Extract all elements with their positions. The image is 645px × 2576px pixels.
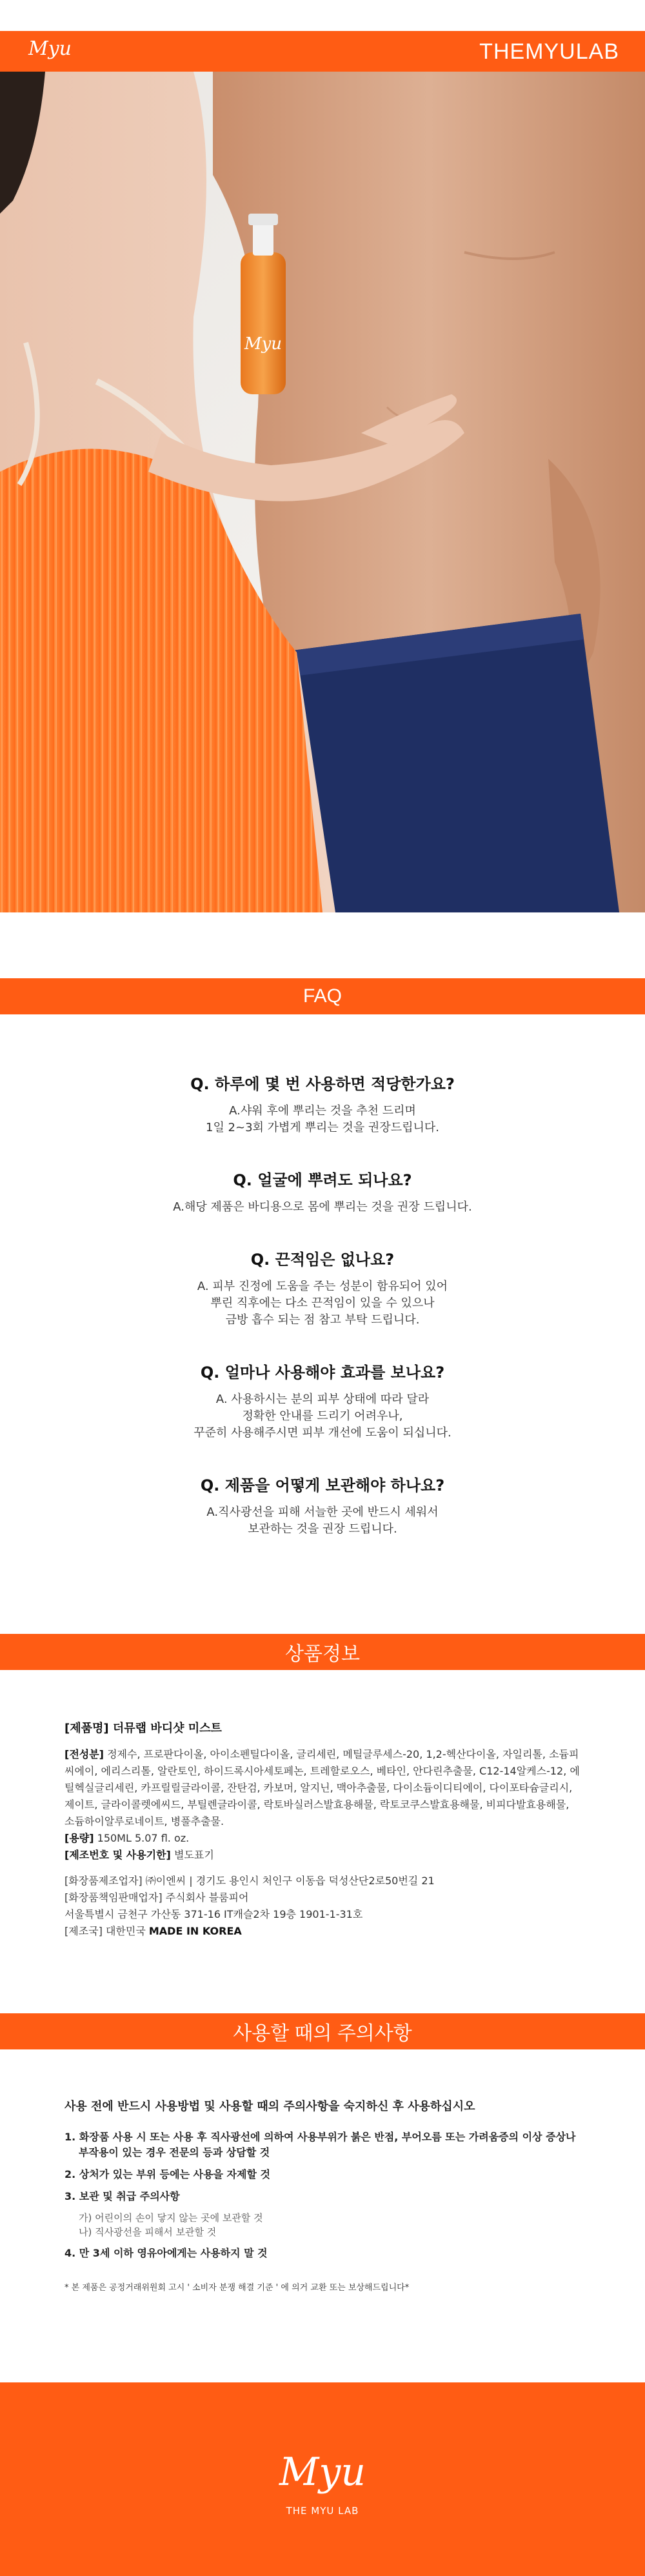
product-info-title: 상품정보 [285, 1644, 360, 1665]
faq-item [0, 1247, 645, 1329]
origin: 대한민국 [105, 1925, 146, 1937]
faq-title: FAQ [303, 985, 342, 1007]
seller-label: [화장품책임판매업자] [64, 1891, 163, 1904]
faq-question: Q. 얼마나 사용해야 효과를 보나요? [200, 1363, 445, 1382]
faq-item [0, 1360, 645, 1442]
faq-answer: A.샤워 후에 뿌리는 것을 추천 드리며 1일 2~3회 가볍게 뿌리는 것을 권장드립니다. [206, 1104, 439, 1134]
caution-item: 4. 만 3세 이하 영유아에게는 사용하지 말 것 [64, 2247, 268, 2259]
seller: 주식회사 블룸피어 [165, 1891, 249, 1904]
faq-header-bar [0, 978, 645, 1014]
caution-subitem: 가) 어린이의 손이 닿지 않는 곳에 보관할 것 [79, 2212, 263, 2224]
lot-row [64, 1847, 580, 1864]
product-name-label: [제품명] [64, 1722, 109, 1735]
ingredients-row [64, 1746, 580, 1830]
faq-answer: A.직사광선을 피해 서늘한 곳에 반드시 세워서 보관하는 것을 권장 드립니다. [206, 1505, 439, 1536]
product-name: 더뮤랩 바디샷 미스트 [112, 1722, 222, 1735]
myu-logo: Myu [28, 37, 72, 60]
volume-label: [용량] [64, 1832, 94, 1844]
faq-question: Q. 얼굴에 뿌려도 되나요? [233, 1171, 412, 1189]
hero-photo [0, 72, 645, 912]
brand-name: THEMYULAB [479, 39, 619, 64]
lot-label: [제조번호 및 사용기한] [64, 1849, 171, 1861]
faq-answer: A.해당 제품은 바디용으로 몸에 뿌리는 것을 권장 드립니다. [173, 1200, 472, 1214]
caution-item: 2. 상처가 있는 부위 등에는 사용을 자제할 것 [64, 2168, 270, 2180]
caution-section [64, 2097, 580, 2293]
manufacturer-row [64, 1873, 580, 1889]
volume: 150ML 5.07 fl. oz. [97, 1832, 190, 1844]
faq-list [0, 1071, 645, 1569]
footer-logo: Myu [279, 2450, 366, 2495]
footer [0, 2382, 645, 2576]
volume-row [64, 1830, 580, 1847]
seller-address: 서울특별시 금천구 가산동 371-16 IT캐슬2차 19층 1901-1-31호 [64, 1908, 363, 1920]
origin-en: MADE IN KOREA [148, 1925, 242, 1937]
caution-item: 3. 보관 및 취급 주의사항 [64, 2190, 180, 2202]
caution-item: 1. 화장품 사용 시 또는 사용 후 직사광선에 의하여 사용부위가 붉은 반점, 부어오름 또는 가려움증의 이상 증상나 부작용이 있는 경우 전문의 등과 상담할 것 [64, 2131, 576, 2158]
seller-row [64, 1889, 580, 1906]
origin-label: [제조국] [64, 1925, 103, 1937]
faq-question: Q. 하루에 몇 번 사용하면 적당한가요? [190, 1075, 455, 1093]
footer-brand: THE MYU LAB [286, 2505, 359, 2517]
faq-answer: A. 피부 진정에 도움을 주는 성분이 함유되어 있어 뿌린 직후에는 다소 끈적임이 있을 수 있으나 금방 흡수 되는 점 참고 부탁 드립니다. [197, 1280, 448, 1327]
manufacturer: ㈜이엔씨 | 경기도 용인시 처인구 이동읍 덕성산단2로50번길 21 [145, 1875, 435, 1887]
ingredients: 정제수, 프로판다이올, 아이소펜틸다이올, 글리세린, 메틸글루세스-20, 1,2-헥산다이올, 자일리톨, 소듐피씨에이, 에리스리톨, 알란토인, 하이드록시아세토페논, 트레할로오스, 베타인, 안다린추출물, C12-14알케스-12, 에틸헥실글리세린, 카프릴릴글라이콜, 잔탄검, 카보머, 알지닌, 맥아추출물, 다이소듐이디티에이, 다이포타슘글리시, 제이트, 글라이콜렛에씨드, 부틸렌글라이콜, 락토바실러스발효용해물, 락토코쿠스발효용해물, 비피다발효용해물, 소듐하이알루로네이트, 병풀추출물. [64, 1748, 580, 1827]
bottle-logo: Myu [244, 334, 283, 354]
faq-item [0, 1473, 645, 1538]
caution-header-bar [0, 2013, 645, 2049]
caution-note: * 본 제품은 공정거래위원회 고시 ' 소비자 분쟁 해결 기준 ' 에 의거 교환 또는 보상해드립니다* [64, 2283, 410, 2293]
hero-illustration [0, 72, 645, 912]
faq-answer: A. 사용하시는 분의 피부 상태에 따라 달라 정확한 안내를 드리기 어려우나, 꾸준히 사용해주시면 피부 개선에 도움이 되십니다. [194, 1393, 452, 1440]
lot: 별도표기 [174, 1849, 214, 1861]
product-info-header-bar [0, 1634, 645, 1670]
ingredients-label: [전성분] [64, 1748, 104, 1760]
faq-item [0, 1071, 645, 1136]
caution-title: 사용할 때의 주의사항 [233, 2023, 412, 2044]
top-header-bar [0, 31, 645, 72]
product-name-row [64, 1720, 580, 1737]
manufacturer-label: [화장품제조업자] [64, 1875, 143, 1887]
faq-question: Q. 끈적임은 없나요? [250, 1251, 395, 1269]
faq-question: Q. 제품을 어떻게 보관해야 하나요? [200, 1476, 445, 1494]
faq-item [0, 1167, 645, 1216]
caution-heading: 사용 전에 반드시 사용방법 및 사용할 때의 주의사항을 숙지하신 후 사용하십시오 [64, 2100, 475, 2113]
product-info [64, 1720, 580, 1940]
caution-subitem: 나) 직사광선을 피해서 보관할 것 [79, 2226, 217, 2238]
origin-row [64, 1923, 580, 1940]
